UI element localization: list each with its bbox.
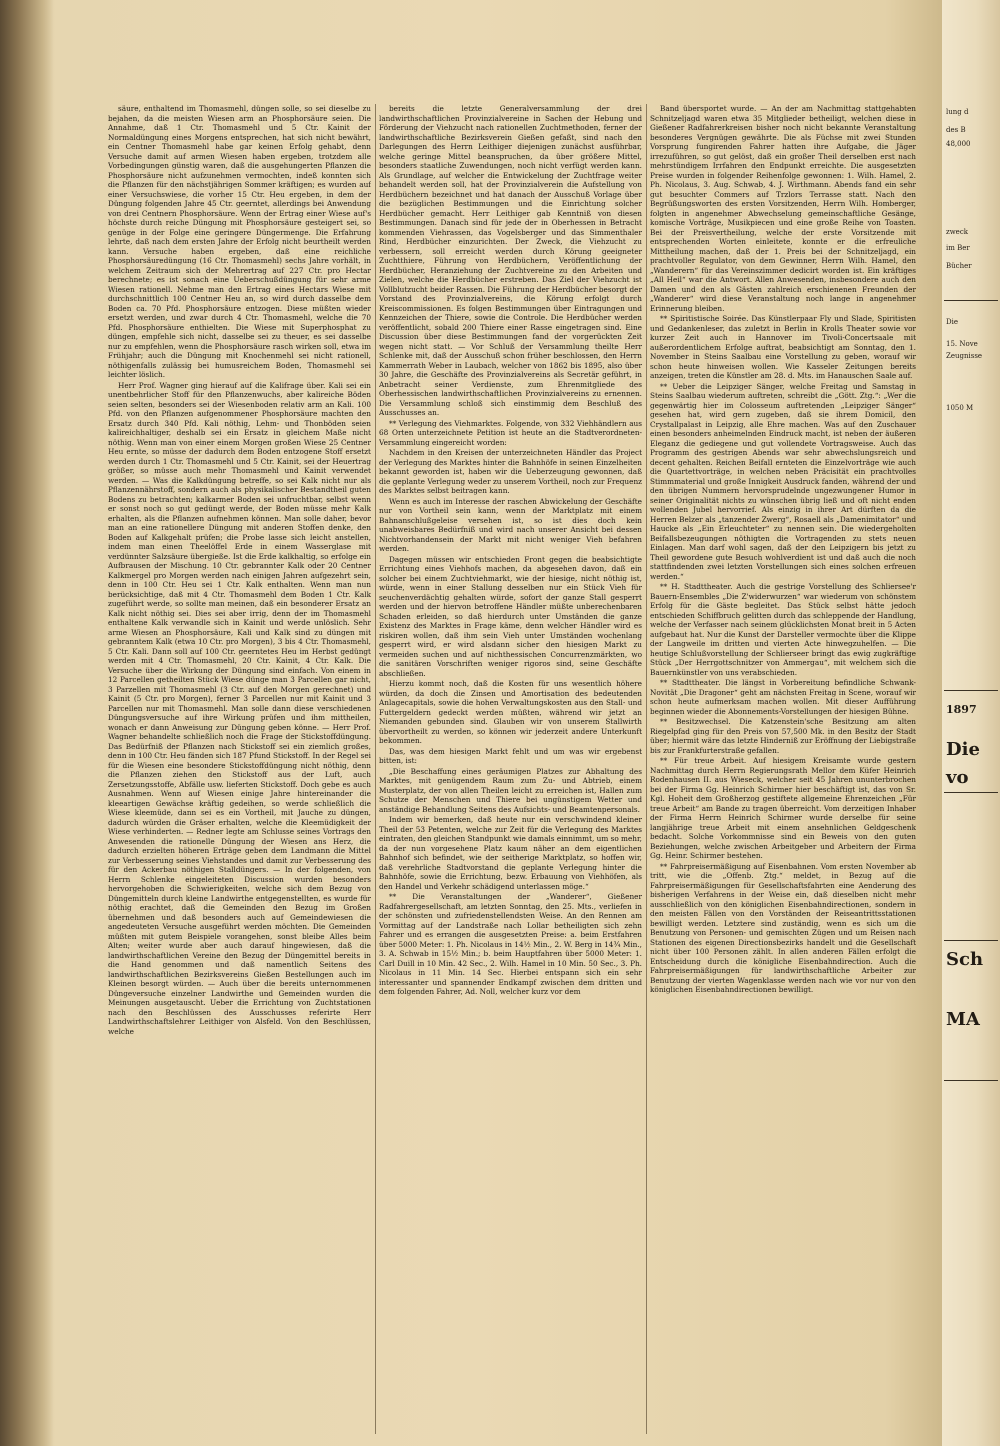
adjacent-page-rule (944, 792, 998, 793)
column-rule (375, 104, 376, 1434)
article-paragraph: ** Fahrpreisermäßigung auf Eisenbahnen. Vom ersten November ab tritt, wie die „Offenb. Ztg.“ meldet, in Bezug auf die Fahrpreisermäßigungen für Gesellschaftsfahrten eine Aenderung des bisherigen Verfahrens in der Weise ein, daß dieselben nicht mehr ausschließlich von den königlichen Eisenbahndirectionen, sondern in den meisten Fällen von den Vorständen der Reiseantrittsstationen bewilligt werden. Letztere sind zuständig, wenn es sich um die Benutzung von Personen- und gemischten Zügen und um Reisen nach Stationen des eigenen Directionsbezirks handelt und die Gesellschaft nicht über 100 Personen zählt. In allen anderen Fällen erfolgt die Entscheidung durch die königliche Eisenbahndirection. Auch die Fahrpreisermäßigungen für landwirthschaftliche Arbeiter zur Benutzung der vierten Wagenklasse werden nach wie vor nur von den königlichen Eisenbahndirectionen bewilligt. (650, 861, 916, 994)
adjacent-page-fragment: MA (946, 1009, 980, 1030)
adjacent-page-rule (944, 690, 998, 691)
article-paragraph: säure, enthaltend im Thomasmehl, düngen solle, so sei dieselbe zu bejahen, da die meisten Wiesen arm an Phosphorsäure seien. Die Annahme, daß 1 Ctr. Thomasmehl und 5 Ctr. Kainit der Normaldüngung eines Morgens entsprechen, hat sich nicht bewährt, ein Centner Thomasmehl habe gar keinen Erfolg gehabt, denn Versuche damit auf armen Wiesen haben ergeben, trotzdem alle Vorbedingungen günstig waren, daß die ausgehungerten Pflanzen die Phosphorsäure nicht aufzunehmen vermochten, indeß konnten sich die Pflanzen für den nächstjährigen Sommer kräftigen; es wurden auf einer Versuchswiese, die vorher 15 Ctr. Heu ergeben, in dem der Düngung folgenden Jahre 45 Ctr. geerntet, allerdings bei Anwendung von drei Centnern Phosphorsäure. Wenn der Ertrag einer Wiese auf's höchste durch reiche Düngung mit Phosphorsäure gesteigert sei, so genüge in der Folge eine geringere Düngermenge. Die Erfahrung lehrte, daß nach dem ersten Jahre der Erfolg nicht beurtheilt werden kann. Versuche haben ergeben, daß eine reichliche Phosphorsäuredüngung (16 Ctr. Thomasmehl) sechs Jahre vorhält, in welchem Zeitraum sich der Mehrertrag auf 227 Ctr. pro Hectar berechnete; es ist sonach eine Ueberschußdüngung für sehr arme Wiesen rationell. Nehme man den Ertrag eines Hectars Wiese mit durchschnittlich 100 Centner Heu an, so wird durch dasselbe dem Boden ca. 70 Pfd. Phosphorsäure entzogen. Diese müßten wieder ersetzt werden, und zwar durch 4 Ctr. Thomasmehl, welche die 70 Pfd. Phosphorsäure enthielten. Die Wiese mit Superphosphat zu düngen, empfehle sich nicht, dasselbe sei zu theuer, es sei dasselbe nur zu empfehlen, wenn die Phosphorsäure rasch wirken soll, etwa im Frühjahr; auch die Düngung mit Knochenmehl sei nicht rationell, nöthigenfalls zulässig bei humusreichem Boden, Thomasmehl sei leichter löslich. (108, 104, 371, 379)
article-paragraph: ** Besitzwechsel. Die Katzenstein'sche Besitzung am alten Riegelpfad ging für den Preis von 57,500 Mk. in den Besitz der Stadt über; hiermit wäre das letzte Hinderniß zur Eröffnung der Liebigstraße bis zur Frankfurterstraße gefallen. (650, 717, 916, 755)
article-paragraph: ** Ueber die Leipziger Sänger, welche Freitag und Samstag in Steins Saalbau wiederum auftreten, schreibt die „Gött. Ztg.“: „Wer die gegenwärtig hier im Colosseum auftretenden „Leipziger Sänger“ gesehen hat, wird gern zugeben, daß sie ihrem Domicil, den Crystallpalast in Leipzig, alle Ehre machen. Was auf den Zuschauer einen besonders anheimelnden Eindruck macht, ist neben der äußeren Eleganz die gediegene und gut vollendete Vortragsweise. Auch das Programm des gestrigen Abends war sehr abwechslungsreich und decent gehalten. Reichen Beifall ernteten die Einzelvorträge wie auch die Quartettvorträge, in welchen neben Präcisität ein prachtvolles Stimmmaterial und große Innigkeit Ausdruck fanden, während der und den übrigen Nummern hervorsprudelnde ungezwungener Humor in seiner Originalität nichts zu wünschen übrig ließ und oft nicht enden wollenden Jubel hervorrief. Als einzig in ihrer Art dürften da die Herren Belzer als „tanzender Zwerg“, Rosaell als „Damenimitator“ und Haucke als „Ein Erleuchteter“ zu nennen sein. Die wiedergeholten Beifallsbezeugungen nöthigten die Vortragenden zu stets neuen Einlagen. Man darf wohl sagen, daß der den Leipzigern bis jetzt zu Theil gewordene gute Besuch wohlverdient ist und daß auch die noch stattfindenden zwei letzten Vorstellungen sich eines solchen erfreuen werden.“ (650, 381, 916, 581)
article-paragraph: Nachdem in den Kreisen der unterzeichneten Händler das Project der Verlegung des Marktes hinter die Bahnhöfe in seinen Einzelheiten bekannt geworden ist, haben wir die Ueberzeugung gewonnen, daß die geplante Verlegung weder zu unserem Vortheil, noch zur Frequenz des Marktes selbst beitragen kann. (379, 448, 642, 495)
adjacent-page-fragment: zweck (946, 228, 968, 236)
article-paragraph: ** H. Stadttheater. Auch die gestrige Vorstellung des Schliersee'r Bauern-Ensembles „Die Z'widerwurzen“ war wiederum von schönstem Erfolg für die Gäste begleitet. Das Stück selbst hätte jedoch entschieden Schiffbruch gelitten durch das schleppende der Handlung, welche der Verfasser nach seinem glücklichsten Monat breit in 5 Acten aufgebaut hat. Nur die Kunst der Darsteller vermochte über die Klippe der Langweile im dritten und vierten Acte hinwegzuhelfen. — Die heutige Schlußvorstellung der Schlierseer bringt das ewig zugkräftige Stück „Der Herrgottschnitzer von Ammergau“, mit welchem sich die Bauernkünstler von uns verabschieden. (650, 582, 916, 677)
article-paragraph: Wenn es auch im Interesse der raschen Abwickelung der Geschäfte nur von Vortheil sein kann, wenn der Marktplatz mit einem Bahnanschlußgeleise versehen ist, so ist dies doch kein unabweisbares Bedürfniß und wird nach unserer Ansicht bei dessen Nichtvorhandensein der Markt mit nicht weniger Vieh befahren werden. (379, 496, 642, 553)
article-paragraph: ** Für treue Arbeit. Auf hiesigem Kreisamte wurde gestern Nachmittag durch Herrn Regierungsrath Mellor dem Küfer Heinrich Rodenhausen II. aus Wieseck, welcher seit 45 Jahren ununterbrochen bei der Firma Gg. Heinrich Schirmer hier beschäftigt ist, das von Sr. Kgl. Hoheit dem Großherzog gestiftete allgemeine Ehrenzeichen „Für treue Arbeit“ am Bande zu tragen überreicht. Vom derzeitigen Inhaber der Firma Herrn Heinrich Schirmer wurde derselbe für seine langjährige treue Arbeit mit einem ansehnlichen Geldgeschenk bedacht. Solche Vorkommnisse sind ein Beweis von den guten Beziehungen, welche zwischen Arbeitgeber und Arbeitern der Firma Gg. Heinr. Schirmer bestehen. (650, 756, 916, 860)
adjacent-page-fragment: 48,000 (946, 140, 971, 148)
article-paragraph: Hierzu kommt noch, daß die Kosten für uns wesentlich höhere würden, da doch die Zinsen und Amortisation des bedeutenden Anlagecapitals, sowie die hohen Verwaltungskosten aus den Stall- und Futtergeldern gedeckt werden müßten, während wir jetzt an Niemanden gebunden sind. Glauben wir von unserem Stallwirth übervortheilt zu werden, so können wir jederzeit andere Unterkunft bekommen. (379, 679, 642, 745)
adjacent-page-fragment: Die (946, 739, 980, 760)
article-paragraph: Herr Prof. Wagner ging hierauf auf die Kalifrage über. Kali sei ein unentbehrlicher Stoff für den Pflanzenwuchs, aber kalireiche Böden seien selten, besonders sei der Wiesenboden relativ arm an Kali. 100 Pfd. von den Pflanzen aufgenommener Phosphorsäure machten den Ersatz durch 340 Pfd. Kali nöthig, Lehm- und Thonböden seien kalireichhaltiger, deshalb sei ein Ersatz in gleichem Maße nicht nöthig. Wenn man von einer einem Morgen großen Wiese 25 Centner Heu ernte, so müsse der dadurch dem Boden entzogene Stoff ersetzt werden durch 1 Ctr. Thomasmehl und 5 Ctr. Kainit, sei der Heuertrag größer, so müsse auch mehr Thomasmehl und Kainit verwendet werden. — Was die Kalkdüngung betreffe, so sei Kalk nicht nur als Pflanzennährstoff, sondern auch als physikalischer Bestandtheil guten Bodens zu betrachten; kalkarmer Boden sei unfruchtbar, selbst wenn er sonst noch so gut gedüngt werde, der Boden müsse mehr Kalk erhalten, als die Pflanzen aufnehmen können. Man solle daher, bevor man an eine rationellere Düngung mit anderen Stoffen denke, den Boden auf Kalkgehalt prüfen; die Probe lasse sich leicht anstellen, indem man einen Theelöffel Erde in einem Wasserglase mit verdünnter Salzsäure übergieße. Ist die Erde kalkhaltig, so erfolge ein Aufbrausen der Mischung. 10 Ctr. gebrannter Kalk oder 20 Centner Kalkmergel pro Morgen werden nach einigen Jahren aufgezehrt sein, denn in 100 Ctr. Heu sei 1 Ctr. Kalk enthalten. Wenn man nun berücksichtige, daß mit 4 Ctr. Thomasmehl dem Boden 1 Ctr. Kalk zugeführt werde, so sollte man meinen, daß ein besonderer Ersatz an Kalk nicht nöthig sei. Dies sei aber irrig, denn der im Thomasmehl enthaltene Kalk verwandle sich in Kainit und werde unlöslich. Sehr arme Wiesen an Phosphorsäure, Kali und Kalk sind zu düngen mit gebranntem Kalk (etwa 10 Ctr. pro Morgen), 3 bis 4 Ctr. Thomasmehl, 5 Ctr. Kali. Dann soll auf 100 Ctr. geerntetes Heu im Herbst gedüngt werden mit 4 Ctr. Thomasmehl, 20 Ctr. Kainit, 4 Ctr. Kalk. Die Versuche über die Wirkung der Düngung sind einfach. Von einem in 12 Parcellen getheilten Stück Wiese dünge man 3 Parcellen gar nicht, 3 Parzellen mit Thomasmehl (3 Ctr. auf den Morgen gerechnet) und Kainit (5 Ctr. pro Morgen), ferner 3 Parcellen nur mit Kainit und 3 Parcellen nur mit Thomasmehl. Man solle dann diese verschiedenen Düngungsversuche auf ihre Wirkung prüfen und ihm mittheilen, wonach er dann Anweisung zur Düngung geben könne. — Herr Prof. Wagner behandelte schließlich noch die Frage der Stickstoffdüngung. Das Bedürfniß der Pflanzen nach Stickstoff sei ein ziemlich großes, denn in 100 Ctr. Heu fänden sich 187 Pfund Stickstoff. In der Regel sei für die Wiesen eine besondere Stickstoffdüngung nicht nöthig, denn die Pflanzen ziehen den Stickstoff aus der Luft, auch Zersetzungsstoffe, Abfälle usw. lieferten Stickstoff. Doch gebe es auch Ausnahmen. Wenn auf Wiesen einige Jahre hintereinander die kleeartigen Gewächse kräftig gedeihen, so werde schließlich die Wiese kleemüde, dann sei es ein Vortheil, mit Jauche zu düngen, dadurch würden die Gräser erhalten, welche die Kleemüdigkeit der Wiese verhinderten. — Redner legte am Schlusse seines Vortrags den Anwesenden die rationelle Düngung der Wiesen ans Herz, die dadurch erzielten höheren Erträge geben dem Landmann die Mittel zur Verbesserung seines Viehstandes und damit zur Verbesserung des für den Ackerbau nöthigen Stalldüngers. — In der folgenden, von Herrn Schlenke eingeleiteten Discussion wurden besonders hervorgehoben die Schwierigkeiten, welche sich dem Bezug von Düngemitteln durch kleine Landwirthe entgegenstellten, es wurde für nöthig erachtet, daß die Gemeinden den Bezug im Großen übernehmen und daß besonders auch auf Gemeindewiesen die angedeuteten Versuche ausgeführt werden möchten. Die Gemeinden müßten mit gutem Beispiele vorangehen, sonst bleibe Alles beim Alten; weiter wurde aber auch darauf hingewiesen, daß die landwirthschaftlichen Vereine den Bezug der Düngemittel bereits in die Hand genommen und daß namentlich Seitens des landwirthschaftlichen Bezirksvereins Gießen Bestellungen auch im Kleinen besorgt würden. — Auch über die bereits unternommenen Düngeversuche einzelner Landwirthe und Gemeinden wurden die Meinungen ausgetauscht. Ueber die Errichtung von Zuchtstationen nach den Beschlüssen des Ausschusses referirte Herr Landwirthschaftslehrer Leithiger von Alsfeld. Von den Beschlüssen, welche (108, 380, 371, 1036)
text-column-2 (379, 104, 642, 1434)
adjacent-page-fragment: 15. Nove (946, 340, 978, 348)
article-paragraph: Indem wir bemerken, daß heute nur ein verschwindend kleiner Theil der 53 Petenten, welche zur Zeit für die Verlegung des Marktes eintraten, den gleichen Standpunkt wie damals einnimmt, um so mehr, da der nun vorgesehene Platz kaum näher an dem eigentlichen Bahnhof sich befindet, wie der seitherige Marktplatz, so hoffen wir, daß verehrliche Stadtvorstand die geplante Verlegung hinter die Bahnhöfe, sowie die Errichtung, bezw. Erbauung von Viehhöfen, als den Handel und Verkehr schädigend unterlassen möge.“ (379, 815, 642, 891)
adjacent-page-fragment: Sch (946, 949, 984, 970)
article-paragraph: Dagegen müssen wir entschieden Front gegen die beabsichtigte Errichtung eines Viehhofs machen, da abgesehen davon, daß ein solcher bei einem Zuchtviehmarkt, wie der hiesige, nicht nöthig ist, würde, wenn in einer Stallung desselben nur ein Stück Vieh für seuchenverdächtig gehalten würde, sofort der ganze Stall gesperrt werden und der hiervon betroffene Händler müßte unberechenbaren Schaden erleiden, so daß hierdurch unter Umständen die ganze Existenz des Marktes in Frage käme, denn welcher Händler wird es riskiren wollen, daß ihm sein Vieh unter Umständen wochenlang gesperrt wird, er wird alsdann sicher den hiesigen Markt zu vermeiden suchen und auf nichthessischen Concurrenzmärkten, wo die sanitären Vorschriften weniger rigoros sind, seine Geschäfte abschließen. (379, 554, 642, 678)
article-paragraph: Das, was dem hiesigen Markt fehlt und um was wir ergebenst bitten, ist: (379, 746, 642, 765)
adjacent-page-fragment: Zeugnisse (946, 352, 983, 360)
article-paragraph: bereits die letzte Generalversammlung der drei landwirthschaftlichen Provinzialvereine in Sachen der Hebung und Förderung der Viehzucht nach rationellen Zuchtmethoden, ferner der landwirthschaftliche Bezirksverein Gießen gefaßt, sind nach den Darlegungen des Herrn Leithiger diejenigen zunächst ausführbar, welche geringe Mittel beanspruchen, da über größere Mittel, besonders staatliche Zuwendungen, noch nicht verfügt werden kann. Als Grundlage, auf welcher die Entwickelung der Zuchtfrage weiter behandelt werden soll, hat der Provinzialverein die Aufstellung von Herdbüchern bezeichnet und hat danach der Ausschuß Vorlage über die bezüglichen Bestimmungen und die Einrichtung solcher Herdbücher gemacht. Herr Leithiger gab Kenntniß von diesen Bestimmungen. Danach sind für jede der in Oberhessen in Betracht kommenden Viehrassen, das Vogelsberger und das Simmenthaler Rind, Herdbücher einzurichten. Der Zweck, die Viehzucht zu verbessern, soll erreicht werden durch Körung geeigneter Zuchtthiere, Führung von Herdbüchern, Veröffentlichung der Herdbücher, Heranziehung der Zuchtvereine zu den Arbeiten und Zielen, welche die Herdbücher erstreben. Das Ziel der Viehzucht ist Vollblutzucht beider Rassen. Die Führung der Herdbücher besorgt der Vorstand des Provinzialvereins, die Körung erfolgt durch Kreiscommissionen. Es folgen Bestimmungen über Eintragungen und Kennzeichen der Thiere, sowie die Controle. Die Herdbücher werden veröffentlicht, sobald 200 Thiere einer Rasse eingetragen sind. Eine Discussion über diese Bestimmungen fand der vorgerückten Zeit wegen nicht statt. — Vor Schluß der Versammlung theilte Herr Schlenke mit, daß der Ausschuß schon früher beschlossen, den Herrn Kammerrath Weber in Laubach, welcher von 1862 bis 1895, also über 30 Jahre, die Geschäfte des Provinzialvereins als Secretär geführt, in Anbetracht seiner Verdienste, zum Ehrenmitgliede des Oberhessischen landwirthschaftlichen Provinzialvereins zu ernennen. Die Versammlung schloß sich einstimmig dem Beschluß des Ausschusses an. (379, 104, 642, 417)
column-rule (646, 104, 647, 1434)
adjacent-page-fragment: Die (946, 318, 958, 326)
adjacent-page-rule (944, 1080, 998, 1081)
text-column-1 (108, 104, 371, 1434)
adjacent-page-fragment: im Ber (946, 244, 970, 252)
text-column-3 (650, 104, 916, 1434)
article-paragraph: „Die Beschaffung eines geräumigen Platzes zur Abhaltung des Marktes, mit genügendem Raum zum Zu- und Abtrieb, einem Musterplatz, der von allen Theilen leicht zu erreichen ist, Hallen zum Schutze der Menschen und Thiere bei ungünstigem Wetter und anständige Behandlung Seitens des Aufsichts- und Beamtenpersonals. (379, 766, 642, 814)
article-paragraph: ** Verlegung des Viehmarktes. Folgende, von 332 Viehhändlern aus 68 Orten unterzeichnete Petition ist heute an die Stadtverordneten-Versammlung eingereicht worden: (379, 418, 642, 447)
article-paragraph: Band übersportet wurde. — An der am Nachmittag stattgehabten Schnitzeljagd waren etwa 35 Mitglieder betheiligt, welchen diese in Gießener Radfahrerkreisen bisher noch nicht bekannte Veranstaltung besonderes Vergnügen gewährte. Die als Füchse mit zwei Stunden Vorsprung fungirenden Fahrer hatten ihre Aufgabe, die Jäger irrezuführen, so gut gelöst, daß ein großer Theil derselben erst nach mehrstündigem Irrfahren den Endpunkt erreichte. Die ausgesetzten Preise wurden in folgender Reihenfolge gewonnen: 1. Wilh. Hamel, 2. Ph. Nicolaus, 3. Aug. Schwab, 4. J. Wirthmann. Abends fand ein sehr gut besuchter Commers auf Trzlors Terrasse statt. Nach den Begrüßungsworten des ersten Vorsitzenden, Herrn Wilh. Homberger, folgten in angenehmer Abwechselung gemeinschaftliche Gesänge, komische Vorträge, Musikpiecen und eine große Reihe von Toasten. Bei der Preisvertheilung, welche der erste Vorsitzende mit entsprechenden Worten einleitete, konnte er die erfreuliche Mittheilung machen, daß der 1. Preis bei der Schnitzeljagd, ein prachtvoller Regulator, von dem Gewinner, Herrn Wilh. Hamel, den „Wanderern“ für das Vereinszimmer dedicirt worden ist. Ein kräftiges „All Heil“ war die Antwort. Allen Anwesenden, insbesondere auch den Damen und den als Gästen zahlreich erschienenen Freunden der „Wanderer“ wird diese Veranstaltung noch lange in angenehmer Erinnerung bleiben. (650, 104, 916, 313)
adjacent-page-rule (944, 940, 998, 941)
adjacent-page-fragment: 1050 M (946, 404, 974, 412)
adjacent-page-fragment: Bücher (946, 262, 972, 270)
adjacent-page-rule (944, 300, 998, 301)
adjacent-page-edge (942, 0, 1000, 1446)
adjacent-page-fragment: vo (946, 767, 969, 788)
adjacent-page-fragment: lung d (946, 108, 969, 116)
article-paragraph: ** Spiritistische Soirée. Das Künstlerpaar Fly und Slade, Spiritisten und Gedankenleser, das zuletzt in Berlin in Krolls Theater sowie vor kurzer Zeit auch in Hannover im Tivoli-Concertsaale mit außerordentlichem Erfolge auftrat, beabsichtigt am Sonntag, den 1. November in Steins Saalbau eine Vorstellung zu geben, worauf wir schon heute hinweisen wollen. Wie Kasseler Zeitungen bereits anzeigen, treten die Künstler am 28. d. Mts. im Hanauschen Saale auf. (650, 314, 916, 380)
article-paragraph: ** Stadttheater. Die längst in Vorbereitung befindliche Schwank-Novität „Die Dragoner“ geht am nächsten Freitag in Scene, worauf wir schon heute aufmerksam machen wollen. Mit dieser Aufführung beginnen wieder die Abonnements-Vorstellungen der hiesigen Bühne. (650, 678, 916, 716)
page-gutter-shadow (0, 0, 54, 1446)
adjacent-page-fragment: des B (946, 126, 966, 134)
article-paragraph: ** Die Veranstaltungen der „Wanderer“, Gießener Radfahrergesellschaft, am letzten Sonntag, den 25. Mts., verliefen in der schönsten und zufriedenstellendsten Weise. An den Rennen am Vormittag auf der Landstraße nach Lollar betheiligten sich zehn Fahrer und es errangen die ausgesetzten Preise: a. beim Erstfahren über 5000 Meter: 1. Ph. Nicolaus in 14½ Min., 2. W. Berg in 14¾ Min., 3. A. Schwab in 15½ Min.; b. beim Hauptfahren über 5000 Meter: 1. Carl Duill in 10 Min. 42 Sec., 2. Wilh. Hamel in 10 Min. 50 Sec., 3. Ph. Nicolaus in 11 Min. 14 Sec. Hierbei entspann sich ein sehr interessanter und spannender Endkampf zwischen dem dritten und dem folgenden Fahrer, Ad. Noll, welcher kurz vor dem (379, 892, 642, 996)
adjacent-page-fragment: 1897 (946, 703, 977, 716)
